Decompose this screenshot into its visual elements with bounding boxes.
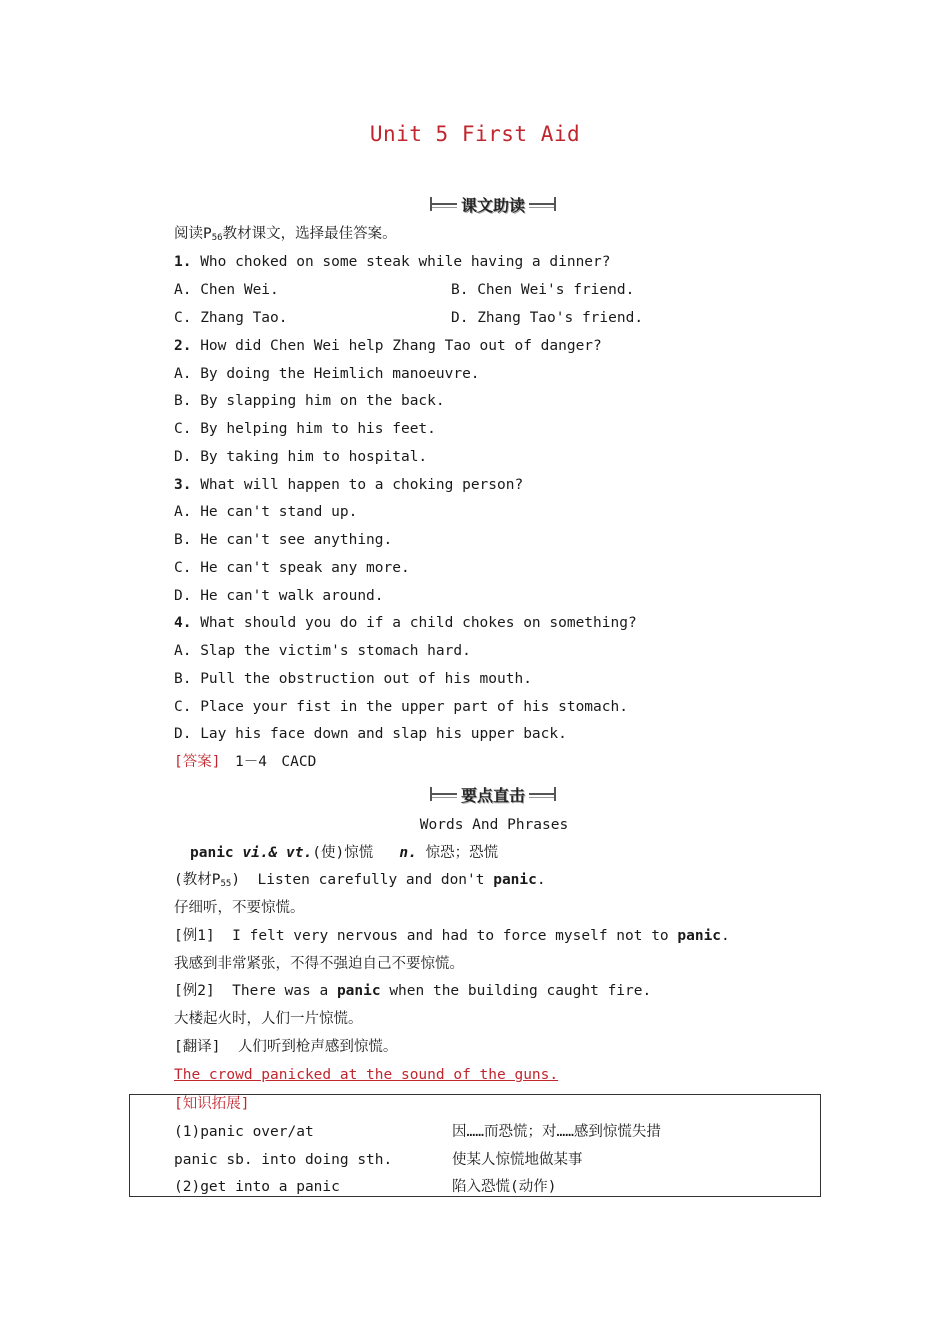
option: A. He can't stand up. — [174, 504, 358, 520]
option: A. Chen Wei. — [174, 282, 279, 298]
option: A. Slap the victim's stomach hard. — [174, 643, 471, 659]
translate-prompt: [翻译] 人们听到枪声感到惊慌。 — [174, 1039, 398, 1055]
expansion-meaning: 陷入恐慌(动作) — [452, 1179, 557, 1195]
option: A. By doing the Heimlich manoeuvre. — [174, 366, 480, 382]
banner-label: 课文助读 — [457, 193, 529, 216]
option: C. He can't speak any more. — [174, 560, 410, 576]
question-3: 3. What will happen to a choking person? — [174, 477, 524, 493]
banner-label: 要点直击 — [457, 783, 529, 806]
expansion-phrase: panic sb. into doing sth. — [174, 1152, 393, 1168]
example-1-translation: 我感到非常紧张，不得不强迫自己不要惊慌。 — [174, 956, 464, 972]
expansion-label: [知识拓展] — [174, 1096, 250, 1112]
question-2: 2. How did Chen Wei help Zhang Tao out of danger? — [174, 338, 602, 354]
question-4: 4. What should you do if a child chokes on something? — [174, 615, 637, 631]
option: B. Chen Wei's friend. — [451, 282, 635, 298]
entry-word: panic — [190, 845, 234, 861]
option: B. Pull the obstruction out of his mouth. — [174, 671, 532, 687]
option: D. He can't walk around. — [174, 588, 384, 604]
question-1: 1. Who choked on some steak while having a dinner? — [174, 254, 611, 270]
expansion-phrase: (1)panic over/at — [174, 1124, 314, 1140]
textbook-example: (教材$P_{55}$) Listen carefully and don't panic. — [174, 872, 546, 889]
section-heading: Words And Phrases — [419, 817, 569, 833]
example-2: [例2] There was a panic when the building caught fire. — [174, 983, 652, 999]
translate-answer: The crowd panicked at the sound of the guns. — [174, 1067, 559, 1083]
option: C. Place your fist in the upper part of his stomach. — [174, 699, 628, 715]
example-1: [例1] I felt very nervous and had to force myself not to panic. — [174, 928, 730, 944]
option: B. By slapping him on the back. — [174, 393, 445, 409]
option: B. He can't see anything. — [174, 532, 393, 548]
textbook-translation: 仔细听，不要惊慌。 — [174, 900, 305, 916]
example-2-translation: 大楼起火时，人们一片惊慌。 — [174, 1011, 363, 1027]
option: D. Zhang Tao's friend. — [451, 310, 644, 326]
option: C. By helping him to his feet. — [174, 421, 436, 437]
section-banner-reading — [430, 193, 556, 215]
option: C. Zhang Tao. — [174, 310, 288, 326]
expansion-meaning: 使某人惊慌地做某事 — [452, 1152, 583, 1168]
expansion-meaning: 因……而恐慌；对……感到惊慌失措 — [452, 1124, 661, 1140]
vocab-entry: panic vi.& vt.(使)惊慌 n. 惊恐；恐慌 — [190, 845, 499, 861]
section-banner-keypoints — [430, 783, 556, 805]
expansion-phrase: (2)get into a panic — [174, 1179, 340, 1195]
option: D. By taking him to hospital. — [174, 449, 428, 465]
answer-text: 1－4 CACD — [234, 754, 317, 770]
answer-line — [174, 752, 316, 772]
option: D. Lay his face down and slap his upper back. — [174, 726, 567, 742]
instruction: 阅读$P_{56}$教材课文，选择最佳答案。 — [174, 226, 397, 243]
answer-label: [答案] — [174, 754, 221, 770]
page-title: Unit 5 First Aid — [369, 122, 581, 146]
